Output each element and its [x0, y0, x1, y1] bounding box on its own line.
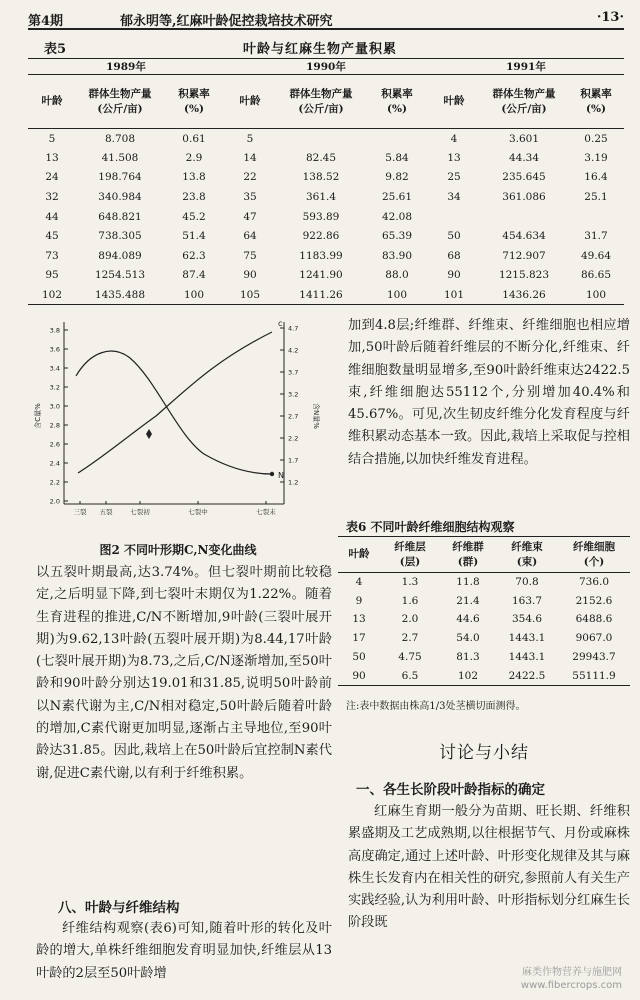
x-tick-label: 三裂	[73, 508, 87, 516]
section-8-heading: 八、叶龄与纤维结构	[58, 900, 180, 916]
year-1989: 1989年	[28, 59, 224, 75]
table5-cell: 3.19	[584, 151, 608, 164]
left-tick-label: 2.6	[49, 440, 60, 449]
table5-cell: 45.2	[182, 210, 206, 223]
table5-cell: 4	[450, 132, 458, 145]
left-tick-label: 3.0	[49, 402, 60, 411]
right-tick-label: 4.7	[288, 324, 299, 333]
col-leaf-age: 叶龄	[428, 75, 480, 129]
article-running-title: 郁永明等,红麻叶龄促控栽培技术研究	[120, 14, 333, 29]
table6-cell: 736.0	[578, 576, 610, 589]
table5-label: 表5	[44, 42, 67, 57]
col-rate: 积累率 (%)	[164, 75, 224, 129]
table5-cell: 13	[447, 151, 461, 164]
table5-cell: 0.25	[584, 132, 608, 145]
table5-cell: 894.089	[98, 249, 142, 262]
c-curve	[78, 332, 272, 473]
table5-cell: 31.7	[584, 230, 608, 243]
table5-cell: 95	[45, 269, 59, 282]
table6-cell: 2.7	[401, 632, 419, 645]
table5-cell: 2.9	[185, 151, 203, 164]
left-tick-label: 3.2	[49, 383, 60, 392]
page-number: ·13·	[596, 10, 624, 25]
table5-cell: 712.907	[502, 249, 546, 262]
table6-cell: 1.6	[401, 594, 419, 607]
figure2-caption: 图2 不同叶形期C,N变化曲线	[99, 543, 257, 557]
right-tick-label: 1.2	[288, 478, 299, 487]
table6-cell: 354.6	[511, 613, 543, 626]
table5-cell: 738.305	[98, 230, 142, 243]
table5-cell: 83.90	[381, 249, 413, 262]
left-tick-label: 2.2	[49, 478, 60, 487]
site-watermark: 麻类作物营养与施肥网 www.fibercrops.com	[520, 967, 622, 991]
table5-cell: 101	[428, 285, 480, 305]
table6-cell: 9	[355, 594, 363, 607]
curve-crossing-marker	[146, 429, 152, 439]
n-curve	[76, 351, 272, 474]
col-fiber-layer: 纤维层 (层)	[380, 537, 440, 573]
table5-cell: 1241.90	[299, 269, 343, 282]
table5-cell: 90	[447, 269, 461, 282]
table5-cell: 1435.488	[76, 285, 164, 305]
left-tick-label: 3.8	[49, 326, 60, 335]
table5-cell: 35	[243, 191, 257, 204]
table5	[28, 58, 624, 305]
right-tick-label: 4.2	[288, 346, 299, 355]
table6-cell: 4	[355, 576, 363, 589]
table6-cell: 54.0	[456, 632, 480, 645]
table5-cell: 68	[447, 249, 461, 262]
table5-row	[28, 207, 624, 227]
n-curve-label: N	[278, 471, 284, 480]
table5-cell	[480, 207, 568, 227]
table5-cell: 24	[45, 171, 59, 184]
table5-cell: 105	[224, 285, 276, 305]
table5-cell: 49.64	[580, 249, 612, 262]
x-tick-label: 五裂	[99, 508, 113, 516]
table5-cell: 102	[28, 285, 76, 305]
table5-cell: 16.4	[584, 171, 608, 184]
col-leaf-age: 叶龄	[338, 537, 380, 573]
table6-row	[338, 648, 630, 667]
table6-note: 注:表中数据由株高1/3处茎横切面测得。	[346, 701, 526, 712]
right-tick-label: 2.2	[288, 434, 299, 443]
table5-cell: 25.1	[584, 191, 608, 204]
table5-cell: 0.61	[182, 132, 206, 145]
right-tick-label: 3.2	[288, 390, 299, 399]
left-tick-label: 2.0	[49, 497, 60, 506]
table5-cell: 87.4	[182, 269, 206, 282]
table5-cell: 922.86	[302, 230, 340, 243]
table5-cell: 23.8	[182, 191, 206, 204]
table5-cell: 1254.513	[94, 269, 146, 282]
table5-cell: 25	[447, 171, 461, 184]
table5-cell: 88.0	[385, 269, 409, 282]
col-fiber-group: 纤维群 (群)	[440, 537, 496, 573]
table5-cell: 5	[48, 132, 56, 145]
left-tick-label: 2.8	[49, 421, 60, 430]
table5-cell: 44	[45, 210, 59, 223]
left-tick-label: 2.4	[49, 459, 60, 468]
cn-curve-chart	[28, 308, 330, 540]
c-curve-label: c	[278, 319, 283, 328]
left-tick-label: 3.4	[49, 364, 60, 373]
issue-number: 第4期	[28, 14, 64, 29]
table5-cell: 361.4	[305, 191, 337, 204]
table6-title: 表6 不同叶龄纤维细胞结构观察	[346, 520, 515, 534]
figure2	[28, 308, 330, 540]
table5-cell: 100	[164, 285, 224, 305]
table6-cell: 17	[352, 632, 366, 645]
table5-cell: 90	[243, 269, 257, 282]
table5-cell	[428, 207, 480, 227]
table5-cell: 32	[45, 191, 59, 204]
table5-cell: 42.08	[381, 210, 413, 223]
table5-row	[28, 129, 624, 149]
table5-cell: 64	[243, 230, 257, 243]
table6-cell: 81.3	[456, 651, 480, 664]
table5-cell: 51.4	[182, 230, 206, 243]
col-yield: 群体生物产量 (公斤/亩)	[276, 75, 366, 129]
year-1991: 1991年	[428, 59, 624, 75]
table6-cell: 44.6	[456, 613, 480, 626]
x-tick-label: 七裂中	[188, 508, 208, 516]
year-1990: 1990年	[224, 59, 428, 75]
table6-row	[338, 591, 630, 610]
table5-title: 叶龄与红麻生物产量积累	[242, 42, 397, 57]
right-paragraph-1: 加到4.8层;纤维群、纤维束、纤维细胞也相应增加,50叶龄后随着纤维层的不断分化,纤维束、纤维细胞数量明显增多,至90叶龄纤维束达2422.5束,纤维细胞达55112个,分别增加40.4%和45.67%。可见,次生韧皮纤维分化发育程度与纤维积累动态基本一致。因此,栽培上采取促与控相结合措施,以加快纤维发育进程。	[348, 318, 630, 467]
table5-cell: 50	[447, 230, 461, 243]
table5-header-row	[28, 75, 624, 129]
discussion-section-1: 一、各生长阶段叶龄指标的确定	[356, 782, 545, 798]
discussion-paragraph: 红麻生育期一般分为苗期、旺长期、纤维积累盛期及工艺成熟期,以往根据节气、月份或麻株高度确定,通过上述叶龄、叶形变化规律及其与麻株生长发育内在相关性的研究,参照前人有关生产实践经验,认为利用叶龄、叶形指标划分红麻生长阶段既	[348, 804, 630, 931]
col-yield: 群体生物产量 (公斤/亩)	[480, 75, 568, 129]
table5-cell: 34	[447, 191, 461, 204]
table5-cell: 13	[45, 151, 59, 164]
table6	[338, 536, 630, 686]
table5-cell: 361.086	[502, 191, 546, 204]
table5-cell: 8.708	[104, 132, 136, 145]
table5-row	[28, 148, 624, 168]
table5-cell: 138.52	[302, 171, 340, 184]
col-leaf-age: 叶龄	[28, 75, 76, 129]
col-fiber-bundle: 纤维束 (束)	[496, 537, 558, 573]
table5-cell: 1436.26	[480, 285, 568, 305]
x-tick-label: 七裂末	[256, 508, 276, 516]
table5-cell: 9.82	[385, 171, 409, 184]
table5-cell: 1411.26	[276, 285, 366, 305]
table5-cell: 648.821	[98, 210, 142, 223]
left-tick-label: 3.6	[49, 345, 60, 354]
table5-cell: 75	[243, 249, 257, 262]
col-yield: 群体生物产量 (公斤/亩)	[76, 75, 164, 129]
table5-cell: 47	[243, 210, 257, 223]
table5-cell: 3.601	[508, 132, 540, 145]
table6-cell: 2.0	[401, 613, 419, 626]
table5-cell: 65.39	[381, 230, 413, 243]
table6-cell: 11.8	[456, 576, 480, 589]
table5-row	[28, 168, 624, 188]
table5-row	[28, 246, 624, 266]
right-tick-label: 3.7	[288, 368, 299, 377]
table5-cell: 454.634	[502, 230, 546, 243]
table6-cell: 1443.1	[508, 651, 546, 664]
table5-row	[28, 226, 624, 246]
table5-cell: 25.61	[381, 191, 413, 204]
left-axis-label: 含C量%	[34, 403, 42, 429]
table5-cell: 198.764	[98, 171, 142, 184]
table5-cell: 41.508	[101, 151, 139, 164]
table6-cell: 70.8	[515, 576, 539, 589]
right-tick-label: 2.7	[288, 412, 299, 421]
right-axis-label: 含N量%	[312, 403, 320, 429]
table6-cell: 1.3	[401, 576, 419, 589]
table5-cell: 22	[243, 171, 257, 184]
table5-cell: 1183.99	[299, 249, 343, 262]
table6-cell: 4.75	[398, 651, 422, 664]
table5-cell	[568, 207, 624, 227]
table6-cell: 6.5	[380, 666, 440, 685]
table6-cell: 1443.1	[508, 632, 546, 645]
x-tick-label: 七裂初	[130, 508, 150, 516]
table5-cell: 82.45	[305, 151, 337, 164]
table6-cell: 6488.6	[575, 613, 613, 626]
table6-cell: 50	[352, 651, 366, 664]
discussion-heading: 讨论与小结	[439, 743, 529, 763]
table5-cell: 1215.823	[498, 269, 550, 282]
table5-cell: 100	[568, 285, 624, 305]
table5-cell: 593.89	[302, 210, 340, 223]
table5-cell: 235.645	[502, 171, 546, 184]
table5-year-row	[28, 59, 624, 75]
table6-cell: 2152.6	[575, 594, 613, 607]
table6-cell: 2422.5	[496, 666, 558, 685]
table5-cell	[276, 129, 366, 149]
table6-cell: 90	[338, 666, 380, 685]
table6-row	[338, 610, 630, 629]
table6-row	[338, 573, 630, 592]
table5-cell: 100	[366, 285, 428, 305]
table5-cell: 73	[45, 249, 59, 262]
table6-cell: 102	[440, 666, 496, 685]
table6-cell: 29943.7	[572, 651, 616, 664]
table6-row	[338, 629, 630, 648]
left-paragraph-1: 以五裂叶期最高,达3.74%。但七裂叶期前比较稳定,之后明显下降,到七裂叶末期仅为1.22%。随着生育进程的推进,C/N不断增加,9叶龄(三裂叶展开期)为9.62,13叶龄(五裂叶展开期)为8.44,17叶龄(七裂叶展开期)为8.73,之后,C/N逐渐增加,至50叶龄和90叶龄分别达19.01和31.85,说明50叶龄前以N素代谢为主,C/N相对稳定,50叶龄后随着叶龄的增加,C素代谢更加明显,逐渐占主导地位,至90叶龄达31.85。因此,栽培上在50叶龄后宜控制N素代谢,促进C素代谢,以有利于纤维积累。	[36, 565, 332, 781]
right-tick-label: 1.7	[288, 456, 299, 465]
table5-row	[28, 187, 624, 207]
table6-cell: 9067.0	[575, 632, 613, 645]
n-curve-end-marker	[270, 472, 274, 476]
table5-cell: 340.984	[98, 191, 142, 204]
table5-cell: 44.34	[508, 151, 540, 164]
table5-cell: 13.8	[182, 171, 206, 184]
table5-cell: 62.3	[182, 249, 206, 262]
table6-cell: 163.7	[511, 594, 543, 607]
table5-cell: 86.65	[580, 269, 612, 282]
table5-cell: 14	[243, 151, 257, 164]
table5-cell: 45	[45, 230, 59, 243]
table5-cell: 5.84	[385, 151, 409, 164]
table5-cell: 5	[246, 132, 254, 145]
table5-row	[28, 285, 624, 305]
table5-row	[28, 266, 624, 286]
table5-cell	[366, 129, 428, 149]
table6-cell: 55111.9	[558, 666, 630, 685]
running-header	[28, 8, 624, 30]
col-leaf-age: 叶龄	[224, 75, 276, 129]
table6-header-row	[338, 537, 630, 573]
col-fiber-cell: 纤维细胞 (个)	[558, 537, 630, 573]
col-rate: 积累率 (%)	[366, 75, 428, 129]
table6-row	[338, 666, 630, 685]
left-paragraph-2: 纤维结构观察(表6)可知,随着叶形的转化及叶龄的增大,单株纤维细胞发育明显加快,纤维层从13叶龄的2层至50叶龄增	[36, 921, 332, 981]
table6-cell: 13	[352, 613, 366, 626]
table6-cell: 21.4	[456, 594, 480, 607]
col-rate: 积累率 (%)	[568, 75, 624, 129]
